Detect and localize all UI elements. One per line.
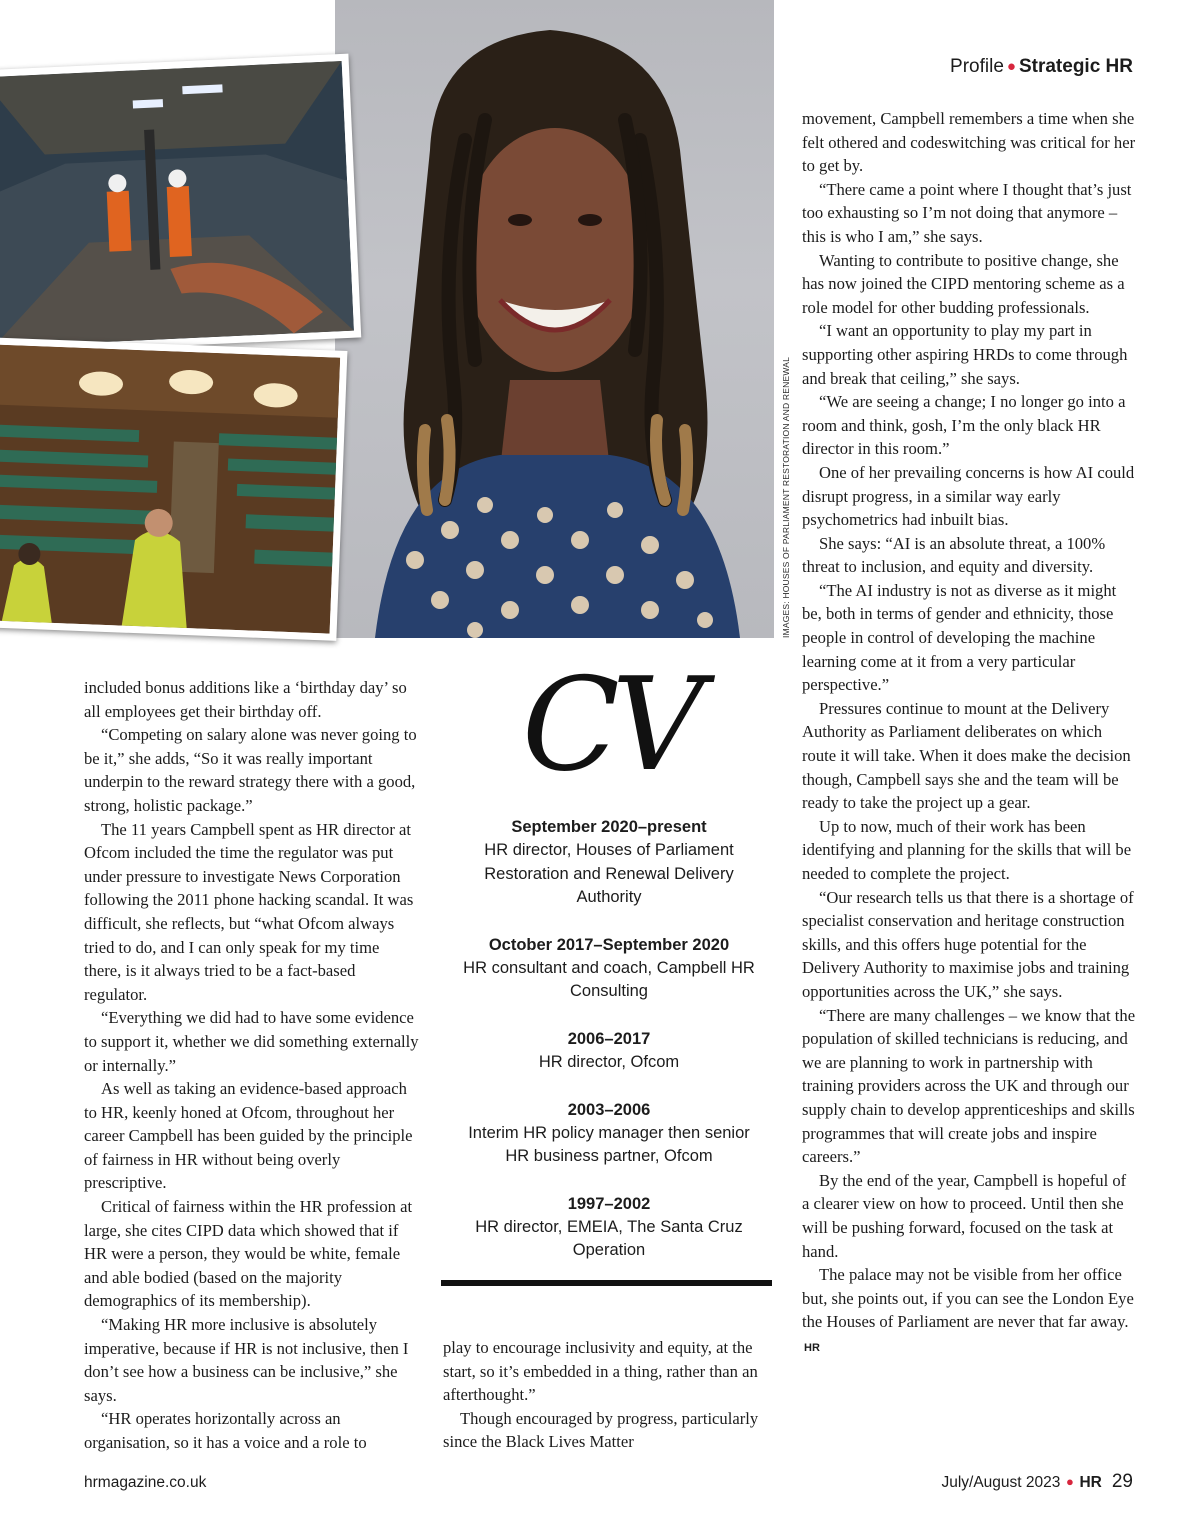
paragraph: “There came a point where I thought that’s just too exhausting so I’m not doing that anymore – this is who I am,” she says.	[802, 179, 1132, 246]
tunnel-works-photo	[0, 54, 361, 355]
cv-entry-date: 2006–2017	[567, 1029, 651, 1048]
separator-dot-icon: ●	[1006, 58, 1016, 75]
paragraph: As well as taking an evidence-based approach to HR, keenly honed at Ofcom, throughout her career Campbell has been guided by the principle of fairness in HR without being overly prescriptive.	[84, 1079, 413, 1193]
cv-entry	[443, 1098, 775, 1169]
final-paragraph	[802, 1263, 1136, 1360]
cv-entry-role: HR director, Houses of Parliament Restoration and Renewal Delivery Authority	[484, 841, 734, 907]
paragraph: “Competing on salary alone was never going to be it,” she adds, “So it was really important underpin to the reward strategy there with a good, strong, holistic package.”	[84, 725, 417, 815]
page-number: 29	[1111, 1471, 1133, 1492]
portrait-illustration	[335, 0, 774, 638]
running-head	[950, 56, 1133, 78]
body-column-middle	[443, 1336, 775, 1454]
commons-chamber-photo	[0, 337, 347, 641]
cv-entry	[443, 933, 775, 1004]
paragraph: “There are many challenges – we know that the population of skilled technicians is reducing, and we are planning to work in partnership with training providers across the UK and through our supply chain to develop apprenticeships and skills programmes that will create jobs and inspire careers.”	[802, 1005, 1136, 1167]
paragraph: “Our research tells us that there is a shortage of specialist conservation and heritage construction skills, and this offers huge potential for the Delivery Authority to maximise jobs and training opportunities across the UK,” she says.	[802, 887, 1134, 1001]
cv-entry-role: HR consultant and coach, Campbell HR Consulting	[463, 958, 755, 1001]
cv-entry	[443, 815, 775, 910]
paragraph: included bonus additions like a ‘birthday day’ so all employees get their birthday off.	[84, 678, 407, 721]
cv-entry-date: October 2017–September 2020	[488, 935, 730, 954]
paragraph: Up to now, much of their work has been identifying and planning for the skills that will be needed to complete the project.	[802, 816, 1132, 883]
paragraph: Wanting to contribute to positive change, she has now joined the CIPD mentoring scheme as a role model for other budding professionals.	[802, 250, 1125, 317]
paragraph: “I want an opportunity to play my part in supporting other aspiring HRDs to come through and break that ceiling,” she says.	[802, 321, 1128, 388]
section-label: Profile	[950, 56, 1004, 77]
paragraph: “The AI industry is not as diverse as it might be, both in terms of gender and ethnicity, those people in control of developing the machine learning come at it from a very particular perspective.”	[802, 580, 1117, 695]
paragraph: One of her prevailing concerns is how AI could disrupt progress, in a similar way early psychometrics had inbuilt bias.	[802, 462, 1135, 530]
footer-folio	[941, 1471, 1133, 1493]
footer-issue: July/August 2023	[941, 1474, 1061, 1491]
cv-divider-rule	[441, 1280, 772, 1286]
paragraph: “We are seeing a change; I no longer go into a room and think, gosh, I’m the only black HR director in this room.”	[802, 392, 1126, 459]
image-credit: IMAGES: HOUSES OF PARLIAMENT RESTORATION AND RENEWAL	[781, 356, 791, 638]
commons-chamber-illustration	[0, 344, 340, 633]
cv-entry	[443, 1027, 775, 1075]
paragraph: “Making HR more inclusive is absolutely imperative, because if HR is not inclusive, then I don’t see how a business can be inclusive,” she says.	[84, 1315, 409, 1405]
cv-entry-role: Interim HR policy manager then senior HR business partner, Ofcom	[468, 1123, 750, 1166]
paragraph: “Everything we did had to have some evidence to support it, whether we did something externally or internally.”	[84, 1008, 419, 1075]
paragraph: Though encouraged by progress, particularly since the Black Lives Matter	[443, 1408, 759, 1452]
paragraph: By the end of the year, Campbell is hopeful of a clearer view on how to proceed. Until then she will be pushing forward, focused on the task at hand.	[802, 1170, 1127, 1261]
cv-entry-date: 1997–2002	[567, 1194, 651, 1213]
body-column-left	[84, 676, 420, 1455]
separator-dot-icon: ●	[1062, 1474, 1078, 1489]
portrait-photo	[335, 0, 774, 638]
cv-entry-date: 2003–2006	[567, 1100, 651, 1119]
paragraph: “HR operates horizontally across an organisation, so it has a voice and a role to	[84, 1409, 367, 1452]
cv-entry-role: HR director, EMEIA, The Santa Cruz Operation	[475, 1217, 743, 1260]
cv-entry-role: HR director, Ofcom	[538, 1052, 680, 1071]
paragraph: The 11 years Campbell spent as HR director at Ofcom included the time the regulator was put under pressure to investigate News Corporation following the 2011 phone hacking scandal. It was difficult, she reflects, but “what Ofcom always tried to do, and I can only speak for my time there, is it always tried to be a fact-based regulator.	[84, 819, 414, 1004]
paragraph: Pressures continue to mount at the Delivery Authority as Parliament deliberates on which route it will take. When it does make the decision though, Campbell says she and the team will be ready to take the project up a gear.	[802, 698, 1131, 813]
paragraph: play to encourage inclusivity and equity, at the start, so it’s embedded in a thing, rather than an afterthought.”	[443, 1338, 758, 1405]
paragraph: Critical of fairness within the HR profession at large, she cites CIPD data which showed that if HR were a person, they would be white, female and able bodied (based on the majority demographics of its membership).	[84, 1197, 413, 1311]
subsection-label: Strategic HR	[1018, 56, 1133, 77]
body-column-right	[802, 107, 1136, 1360]
footer-website: hrmagazine.co.uk	[84, 1474, 207, 1491]
footer-brand: HR	[1079, 1474, 1102, 1491]
tunnel-works-illustration	[0, 61, 354, 347]
cv-heading: CV	[521, 651, 697, 800]
end-mark: HR	[804, 1341, 820, 1354]
paragraph-text: The palace may not be visible from her office but, she points out, if you can see the London Eye the Houses of Parliament are never that far away.	[802, 1265, 1134, 1332]
cv-entry	[443, 1192, 775, 1263]
cv-entry-date: September 2020–present	[511, 818, 707, 836]
paragraph: She says: “AI is an absolute threat, a 100% threat to inclusion, and equity and diversity.	[802, 533, 1106, 577]
cv-list	[443, 815, 775, 1286]
paragraph: movement, Campbell remembers a time when she felt othered and codeswitching was critical for her to get by.	[802, 109, 1136, 176]
